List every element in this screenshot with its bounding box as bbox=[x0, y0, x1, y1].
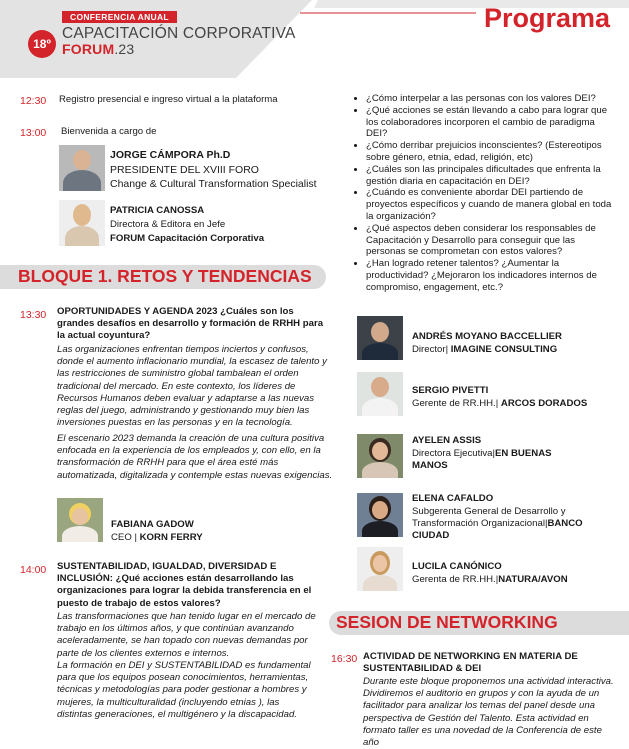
networking-desc: Durante este bloque proponemos una actividad interactiva. Dividiremos el auditorio en grupos y con la ayuda de un facilitador para analizar los temas del panel desde una perspectiva de Gestión del Talento. Esta actividad en formato taller es una novedad de la Conferencia de este año bbox=[363, 676, 614, 749]
page-title: Programa bbox=[484, 3, 611, 33]
questions-list bbox=[352, 93, 612, 294]
brand-line1: CAPACITACIÓN CORPORATIVA bbox=[62, 25, 296, 42]
networking-title: SESION DE NETWORKING bbox=[336, 612, 558, 632]
panel3-role: Directora Ejecutiva bbox=[412, 448, 493, 459]
patricia-canossa-photo bbox=[59, 200, 105, 246]
time-1330: 13:30 bbox=[20, 309, 47, 321]
panel2-name: SERGIO PIVETTI bbox=[412, 385, 489, 396]
panel3-org: EN BUENAS MANOS bbox=[412, 448, 552, 472]
ayelen-assis-photo bbox=[357, 434, 403, 478]
time-1630: 16:30 bbox=[331, 653, 358, 665]
registration-text: Registro presencial e ingreso virtual a la plataforma bbox=[59, 94, 278, 105]
question-item: • ¿Qué acciones se están llevando a cabo para lograr que los colaboradores incorporen el cambio de paradigma DEI? bbox=[366, 105, 612, 140]
conference-badge: CONFERENCIA ANUAL bbox=[62, 11, 177, 23]
bloque-header bbox=[0, 265, 326, 289]
panel3-affil: Directora Ejecutiva|EN BUENAS MANOS bbox=[412, 448, 552, 472]
panel5-affil: Gerenta de RR.HH.|NATURA/AVON bbox=[412, 574, 568, 585]
host2-role1: Directora & Editora en Jefe bbox=[110, 219, 226, 230]
lucila-canonico-photo bbox=[357, 547, 403, 591]
speaker1-role: CEO bbox=[111, 532, 132, 543]
host1-role2: Change & Cultural Transformation Specialist bbox=[110, 178, 317, 190]
question-item: • ¿Cómo interpelar a las personas con los valores DEI? bbox=[366, 93, 612, 105]
jorge-campora-photo bbox=[59, 145, 105, 191]
edition-circle: 18º bbox=[28, 30, 56, 58]
panel2-affil: Gerente de RR.HH.| ARCOS DORADOS bbox=[412, 398, 588, 409]
host2-name: PATRICIA CANOSSA bbox=[110, 205, 205, 216]
panel4-org: BANCO CIUDAD bbox=[412, 518, 583, 542]
brand-forum: FORUM bbox=[62, 41, 115, 57]
host1-name: JORGE CÁMPORA Ph.D bbox=[110, 149, 231, 161]
bloque-title: BLOQUE 1. RETOS Y TENDENCIAS bbox=[18, 266, 312, 286]
host1-role1: PRESIDENTE DEL XVIII FORO bbox=[110, 164, 259, 176]
panel2-org: ARCOS DORADOS bbox=[500, 398, 588, 409]
panel4-affil: Subgerenta General de Desarrollo y Transformación Organizacional|BANCO CIUDAD bbox=[412, 506, 583, 542]
speaker1-org: KORN FERRY bbox=[139, 532, 203, 543]
panel4-role: Subgerenta General de Desarrollo y Transformación Organizacional bbox=[412, 506, 566, 530]
talk2-title: SUSTENTABILIDAD, IGUALDAD, DIVERSIDAD E INCLUSIÓN: ¿Qué acciones están desarrollando las organizaciones para lograr la debida transferencia en el puesto de trabajo de estos valores? bbox=[57, 561, 312, 609]
speaker1-affil: CEO | KORN FERRY bbox=[111, 532, 203, 543]
host2-role2: FORUM Capacitación Corporativa bbox=[110, 233, 265, 244]
panel4-name: ELENA CAFALDO bbox=[412, 493, 494, 504]
time-1400: 14:00 bbox=[20, 564, 47, 576]
speaker1-name: FABIANA GADOW bbox=[111, 519, 194, 530]
time-1230: 12:30 bbox=[20, 95, 47, 107]
question-item: • ¿Han logrado retener talentos? ¿Aumentar la productividad? ¿Mejoraron los indicadores internos de compromiso, engagement, etc.? bbox=[366, 258, 612, 293]
panel1-org: IMAGINE CONSULTING bbox=[450, 344, 558, 355]
talk1-desc1: Las organizaciones enfrentan tiempos inciertos y confusos, donde el aumento inflacionario mundial, la escasez de talento y las restricciones de suministro global tambalean el orden tradicional del mercado. En este contexto, los líderes de Recursos Humanos deben evaluar y adaptarse a las nuevas reglas del juego, administrando y gestionando muy bien las inversiones puestas en las personas y en la tecnología. bbox=[57, 344, 327, 429]
panel3-name: AYELEN ASSIS bbox=[412, 435, 482, 446]
fabiana-gadow-photo bbox=[57, 498, 103, 542]
talk2-desc2: La formación en DEI y SUSTENTABILIDAD es fundamental para que los equipos posean conocimientos, herramientas, técnicas y metodologías para poder gestionar a hombres y mujeres, la multiculturalidad (incluyendo etnias ), las distintas generaciones, el multigénero y la discapacidad. bbox=[57, 660, 311, 720]
welcome-text: Bienvenida a cargo de bbox=[61, 126, 157, 137]
brand-year: .23 bbox=[114, 41, 135, 57]
panel2-role: Gerente de RR.HH. bbox=[412, 398, 496, 409]
elena-cafaldo-photo bbox=[357, 493, 403, 537]
panel5-org: NATURA/AVON bbox=[498, 574, 568, 585]
sergio-pivetti-photo bbox=[357, 372, 403, 416]
networking-activity-title: ACTIVIDAD DE NETWORKING EN MATERIA DE SUSTENTABILIDAD & DEI bbox=[363, 651, 578, 675]
question-item: • ¿Cuáles son las principales dificultades que enfrenta la gestión diaria en capacitación en DEI? bbox=[366, 164, 612, 188]
question-item: • ¿Qué aspectos deben considerar los responsables de Capacitación y Desarrollo para conseguir que las personas se comprometan con estos valores? bbox=[366, 223, 612, 258]
time-1300: 13:00 bbox=[20, 127, 47, 139]
brand-line2 bbox=[62, 41, 134, 57]
question-item: • ¿Cómo derribar prejuicios inconscientes? (Estereotipos sobre género, etnia, edad, religión, etc) bbox=[366, 140, 612, 164]
networking-header bbox=[329, 611, 629, 635]
panel5-role: Gerenta de RR.HH. bbox=[412, 574, 496, 585]
panel1-role: Director bbox=[412, 344, 446, 355]
talk1-title: OPORTUNIDADES Y AGENDA 2023 ¿Cuáles son los grandes desafíos en desarrollo y formación de RRHH para la actual coyuntura? bbox=[57, 306, 324, 342]
panel1-affil: Director| IMAGINE CONSULTING bbox=[412, 344, 558, 355]
question-item: • ¿Cuándo es conveniente abordar DEI partiendo de proyectos específicos y cuando de manera global en toda la organización? bbox=[366, 187, 612, 222]
talk1-desc2: El escenario 2023 demanda la creación de una cultura positiva enfocada en la experiencia de los empleados y, con ello, en la transformación de RRHH para que el área esté más automatizada, digitalizada y contemple estas nuevas exigencias. bbox=[57, 433, 333, 481]
panel1-name: ANDRÉS MOYANO BACCELLIER bbox=[412, 331, 562, 342]
panel5-name: LUCILA CANÓNICO bbox=[412, 561, 502, 572]
talk2-desc1: Las transformaciones que han tenido lugar en el mercado de trabajo en los últimos años, y que continúan avanzando aceleradamente, se han topado con nuevas demandas por parte de los clientes externos e internos. bbox=[57, 611, 316, 659]
andres-moyano-photo bbox=[357, 316, 403, 360]
